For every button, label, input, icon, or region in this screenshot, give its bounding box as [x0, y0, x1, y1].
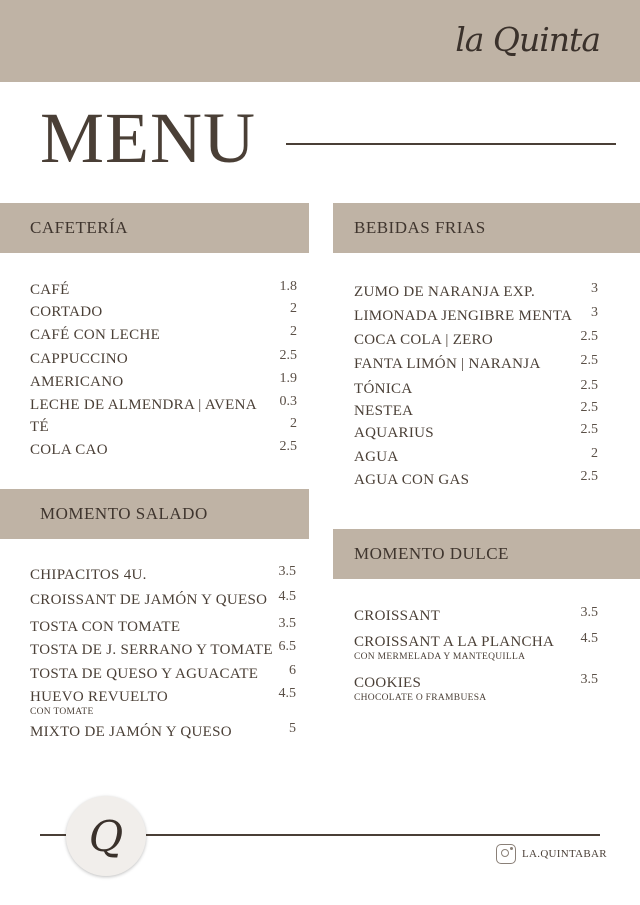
- menu-item-price: 2.5: [279, 348, 297, 363]
- menu-item-name: COCA COLA | ZERO: [354, 332, 494, 348]
- section-header-bebidas: [333, 203, 640, 253]
- menu-item: [354, 446, 598, 466]
- menu-item: [30, 663, 296, 683]
- section-title: CAFETERÍA: [30, 218, 128, 237]
- section-title: BEBIDAS FRIAS: [354, 218, 486, 237]
- menu-item-price: 3.5: [278, 564, 296, 579]
- menu-item: [354, 378, 598, 398]
- menu-item-price: 5: [289, 721, 296, 736]
- menu-item-name: AMERICANO: [30, 374, 124, 390]
- menu-item-name: LECHE DE ALMENDRA | AVENA: [30, 397, 257, 413]
- menu-item-price: 2.5: [580, 329, 598, 344]
- menu-item-name: ZUMO DE NARANJA EXP.: [354, 284, 536, 300]
- menu-item: [30, 394, 297, 414]
- menu-item-price: 2.5: [279, 439, 297, 454]
- footer-divider-left: [40, 834, 66, 836]
- menu-item-name: TÓNICA: [354, 381, 413, 397]
- menu-item-name: COOKIES: [354, 675, 422, 691]
- menu-item-price: 1.8: [279, 279, 297, 294]
- menu-item: [30, 589, 296, 609]
- menu-item: [354, 305, 598, 325]
- section-header-salado: [0, 489, 309, 539]
- menu-item-price: 2.5: [580, 422, 598, 437]
- menu-item-name: FANTA LIMÓN | NARANJA: [354, 356, 541, 372]
- menu-item-price: 2.5: [580, 353, 598, 368]
- menu-item: [30, 301, 297, 321]
- menu-item-price: 2: [591, 446, 598, 461]
- menu-item-name: CAPPUCCINO: [30, 351, 129, 367]
- menu-item-name: CAFÉ CON LECHE: [30, 327, 161, 343]
- menu-item-price: 2.5: [580, 469, 598, 484]
- menu-item-price: 3.5: [580, 672, 598, 687]
- menu-item-price: 4.5: [278, 589, 296, 604]
- menu-item: [30, 439, 297, 459]
- page-title: MENU: [40, 98, 256, 178]
- menu-item: [30, 686, 296, 717]
- menu-item-name: CROISSANT DE JAMÓN Y QUESO: [30, 592, 268, 608]
- menu-item-name: TOSTA CON TOMATE: [30, 619, 181, 635]
- menu-item-price: 4.5: [278, 686, 296, 701]
- menu-item-name: COLA CAO: [30, 442, 108, 458]
- instagram-link[interactable]: [496, 844, 607, 864]
- menu-item: [30, 416, 297, 436]
- menu-item-name: CROISSANT A LA PLANCHA: [354, 634, 555, 650]
- menu-item-name: CORTADO: [30, 304, 103, 320]
- menu-item-price: 3: [591, 281, 598, 296]
- title-divider: [286, 143, 616, 145]
- footer-divider-right: [146, 834, 600, 836]
- menu-item-price: 2: [290, 416, 297, 431]
- menu-item-name: TÉ: [30, 419, 49, 435]
- menu-item: [30, 616, 296, 636]
- menu-item-name: TOSTA DE QUESO Y AGUACATE: [30, 666, 259, 682]
- section-header-dulce: [333, 529, 640, 579]
- header-band: [0, 0, 640, 82]
- menu-item-price: 4.5: [580, 631, 598, 646]
- menu-item: [354, 400, 598, 420]
- menu-item-description: CON TOMATE: [30, 707, 94, 717]
- menu-item-description: CHOCOLATE O FRAMBUESA: [354, 693, 487, 703]
- section-title: MOMENTO SALADO: [40, 504, 208, 523]
- menu-item: [30, 371, 297, 391]
- menu-item-name: CROISSANT: [354, 608, 441, 624]
- menu-item: [30, 324, 297, 344]
- menu-item-name: AGUA: [354, 449, 399, 465]
- menu-item: [30, 564, 296, 584]
- brand-logo: la Quinta: [455, 20, 600, 59]
- menu-item: [354, 329, 598, 349]
- menu-item-price: 2.5: [580, 400, 598, 415]
- menu-item-name: LIMONADA JENGIBRE MENTA: [354, 308, 573, 324]
- menu-item-price: 3.5: [580, 605, 598, 620]
- section-title: MOMENTO DULCE: [354, 544, 509, 563]
- menu-item-price: 3.5: [278, 616, 296, 631]
- menu-item: [30, 639, 296, 659]
- menu-item: [354, 353, 598, 373]
- menu-item-price: 2: [290, 324, 297, 339]
- menu-item-price: 1.9: [279, 371, 297, 386]
- menu-item-price: 3: [591, 305, 598, 320]
- menu-item-name: CAFÉ: [30, 282, 70, 298]
- menu-item-name: NESTEA: [354, 403, 414, 419]
- menu-item-name: MIXTO DE JAMÓN Y QUESO: [30, 724, 232, 740]
- instagram-handle: LA.QUINTABAR: [522, 848, 607, 860]
- menu-item: [354, 605, 598, 625]
- menu-item-price: 6: [289, 663, 296, 678]
- badge-monogram: Q: [88, 811, 124, 861]
- menu-item-name: AGUA CON GAS: [354, 472, 470, 488]
- menu-item: [30, 279, 297, 299]
- menu-item: [30, 721, 296, 741]
- menu-item-name: TOSTA DE J. SERRANO Y TOMATE: [30, 642, 273, 658]
- menu-item-name: AQUARIUS: [354, 425, 434, 441]
- menu-item-description: CON MERMELADA Y MANTEQUILLA: [354, 652, 526, 662]
- menu-item-price: 2.5: [580, 378, 598, 393]
- menu-item-price: 0.3: [279, 394, 297, 409]
- section-header-cafeteria: [0, 203, 309, 253]
- menu-item: [354, 422, 598, 442]
- menu-item-price: 2: [290, 301, 297, 316]
- menu-item: [354, 631, 598, 662]
- menu-item: [354, 672, 598, 703]
- footer-logo-badge: [66, 796, 146, 876]
- menu-item: [30, 348, 297, 368]
- menu-item: [354, 281, 598, 301]
- instagram-icon: [496, 844, 516, 864]
- menu-item-name: HUEVO REVUELTO: [30, 689, 168, 705]
- menu-item-price: 6.5: [278, 639, 296, 654]
- menu-item-name: CHIPACITOS 4U.: [30, 567, 147, 583]
- menu-item: [354, 469, 598, 489]
